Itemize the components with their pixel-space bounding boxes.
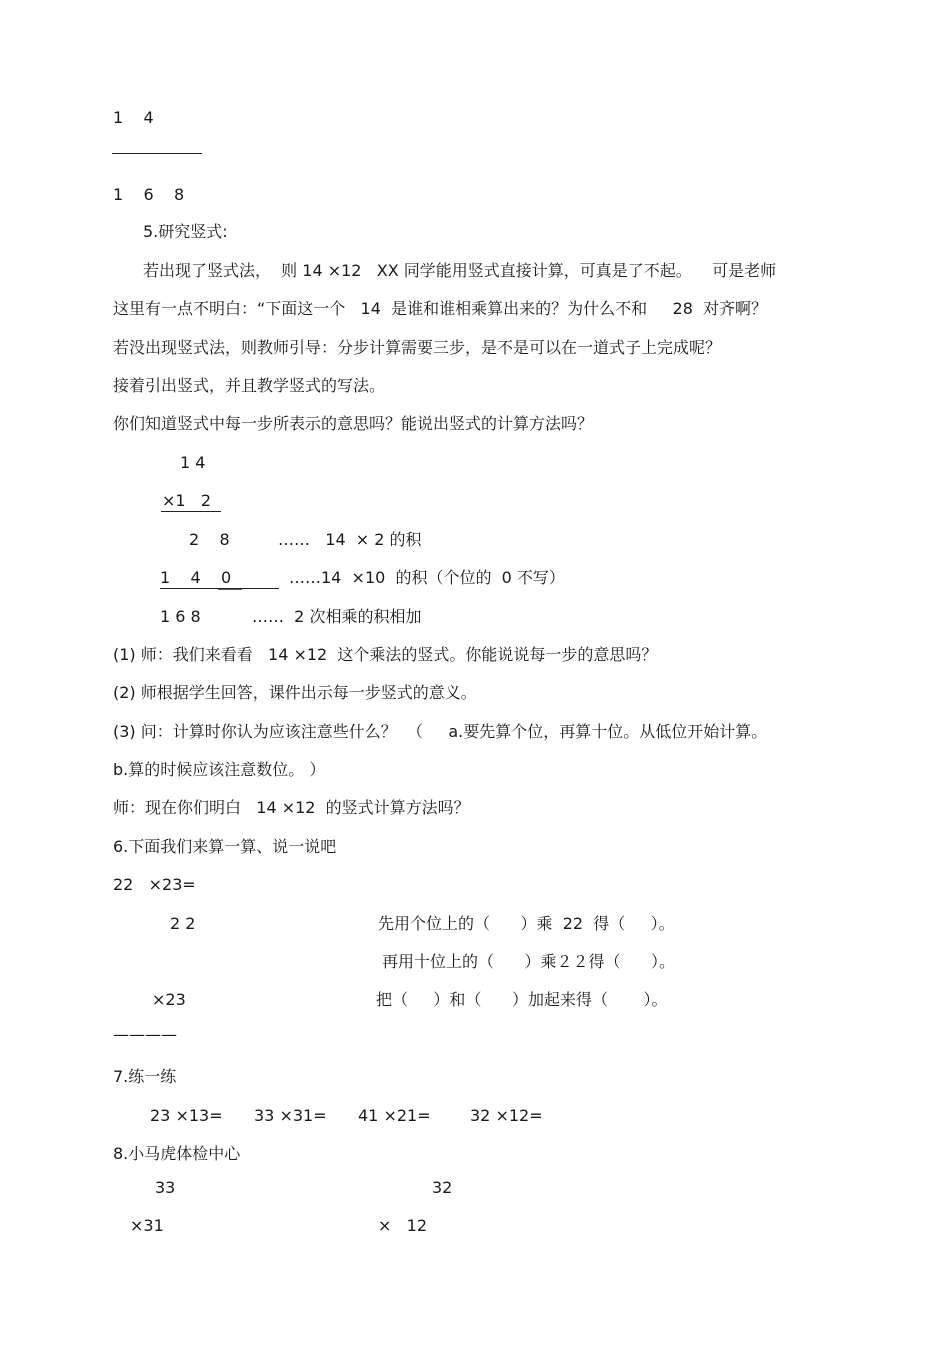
paragraph-line: 你们知道竖式中每一步所表示的意思吗？能说出竖式的计算方法吗？	[113, 414, 594, 433]
multiplicand-32: 32	[432, 1178, 453, 1197]
multiplier-23: ×23	[152, 990, 186, 1009]
practice-problem: 33 ×31=	[254, 1106, 327, 1125]
section-5-heading: 5.研究竖式:	[143, 222, 228, 241]
practice-problem: 32 ×12=	[470, 1106, 543, 1125]
partial-product-28: 2 8	[189, 530, 230, 549]
product-168: 1 6 8	[113, 185, 185, 204]
fill-blank-line: 先用个位上的（ ）乘 22 得（ ）。	[378, 914, 675, 933]
paragraph-line: (1) 师：我们来看看 14 ×12 这个乘法的竖式。你能说说每一步的意思吗？	[113, 645, 658, 664]
paragraph-line: (2) 师根据学生回答，课件出示每一步竖式的意义。	[113, 683, 477, 702]
multiplier-12: × 12	[378, 1216, 428, 1235]
multiplicand-22: 2 2	[170, 914, 196, 933]
underline-mark	[218, 589, 242, 590]
paragraph-line: 接着引出竖式，并且教学竖式的写法。	[113, 376, 386, 395]
fill-blank-line: 再用十位上的（ ）乘２２得（ ）。	[382, 952, 676, 971]
paragraph-line: 若没出现竖式法，则教师引导：分步计算需要三步，是不是可以在一道式子上完成呢？	[113, 338, 722, 357]
partial-product-14: 1 4	[113, 108, 154, 127]
practice-problem: 23 ×13=	[150, 1106, 223, 1125]
multiplicand-33: 33	[155, 1178, 176, 1197]
exercise-22x23: 22 ×23=	[113, 875, 196, 894]
multiply-rule	[161, 511, 221, 512]
section-7-heading: 7.练一练	[113, 1067, 177, 1086]
annotation-sum: …… 2 次相乘的积相加	[252, 607, 422, 626]
product-168: 1 6 8	[160, 607, 201, 626]
multiplicand-14: 1 4	[180, 453, 206, 472]
multiplier-31: ×31	[130, 1216, 164, 1235]
annotation-14x2: …… 14 × 2 的积	[278, 530, 422, 549]
paragraph-line: 这里有一点不明白：“下面这一个 14 是谁和谁相乘算出来的？为什么不和 28 对齐啊？	[113, 299, 768, 318]
section-8-heading: 8.小马虎体检中心	[113, 1144, 241, 1163]
paragraph-line: (3) 问：计算时你认为应该注意些什么？ （ a.要先算个位，再算十位。从低位开始计算。	[113, 722, 768, 741]
fill-blank-line: 把（ ）和（ ）加起来得（ ）。	[376, 990, 668, 1009]
sum-rule	[112, 153, 202, 154]
section-6-heading: 6.下面我们来算一算、说一说吧	[113, 837, 337, 856]
multiplier-12: ×1 2	[162, 491, 212, 510]
paragraph-line: 师：现在你们明白 14 ×12 的竖式计算方法吗？	[113, 798, 470, 817]
paragraph-line: 若出现了竖式法， 则 14 ×12 XX 同学能用竖式直接计算，可真是了不起。 可是老师	[143, 261, 777, 280]
paragraph-line: b.算的时候应该注意数位。 ）	[113, 760, 326, 779]
annotation-14x10: ……14 ×10 的积（个位的 0 不写）	[289, 568, 565, 587]
practice-problem: 41 ×21=	[358, 1106, 431, 1125]
partial-product-140: 1 4 0	[160, 568, 232, 587]
dash-rule: ————	[113, 1025, 177, 1044]
